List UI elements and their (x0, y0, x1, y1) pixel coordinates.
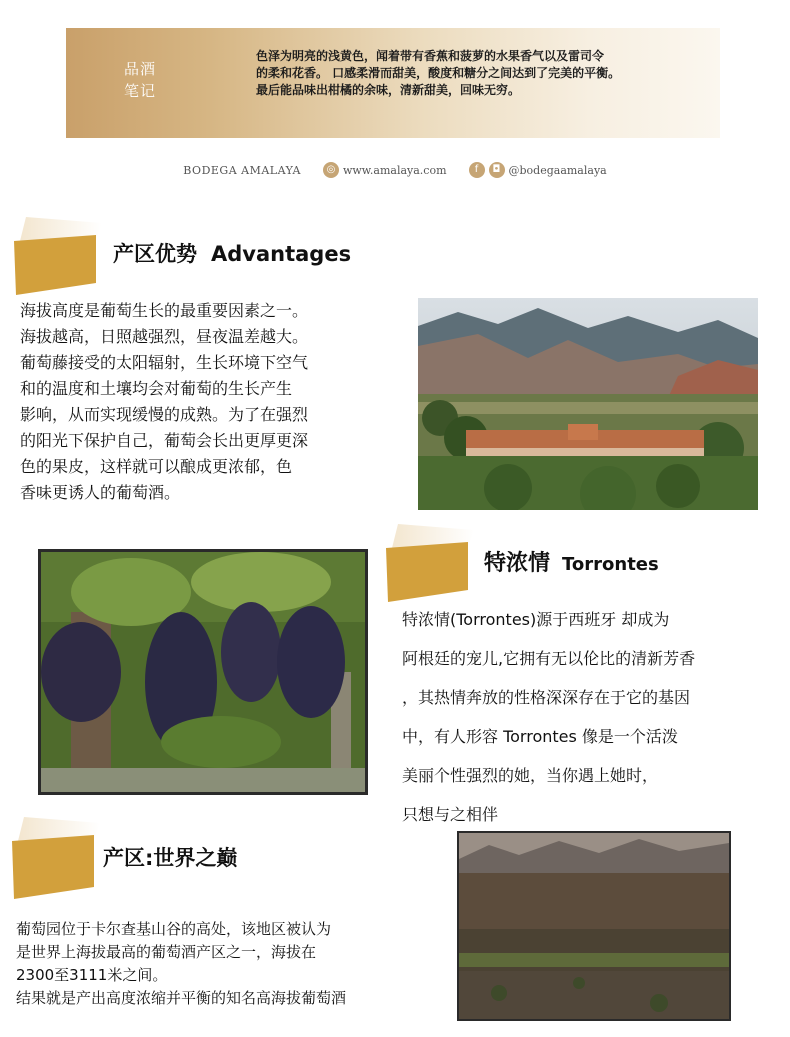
torrontes-line: 美丽个性强烈的她，当你遇上她时， (402, 766, 659, 785)
advantages-line: 海拔越高，日照越强烈，昼夜温差越大。 (20, 327, 309, 346)
brand-name: BODEGA AMALAYA (183, 163, 301, 177)
winery-photo (418, 298, 758, 510)
tasting-label-line1: 品酒 (123, 60, 156, 78)
torrontes-line: 阿根廷的宠儿,它拥有无以伦比的清新芳香 (402, 649, 696, 668)
advantages-line: 和的温度和土壤均会对葡萄的生长产生 (20, 379, 293, 398)
torrontes-line: 中，有人形容 Torrontes 像是一个活泼 (402, 727, 678, 746)
torrontes-title-cn: 特浓情 (484, 551, 551, 576)
instagram-icon[interactable]: ◘ (489, 162, 505, 178)
tasting-notes-banner (66, 28, 720, 138)
torrontes-line: 只想与之相伴 (402, 805, 499, 824)
valley-photo (457, 831, 731, 1021)
tasting-line: 的柔和花香。 口感柔滑而甜美，酸度和糖分之间达到了完美的平衡。 (256, 66, 621, 80)
region-title: 产区:世界之巅 (103, 846, 238, 870)
section-flag-icon (10, 815, 106, 899)
grapes-photo (38, 549, 368, 795)
advantages-line: 影响，从而实现缓慢的成熟。为了在强烈 (20, 405, 309, 424)
facebook-icon[interactable]: f (469, 162, 485, 178)
tasting-line: 最后能品味出柑橘的余味，清新甜美，回味无穷。 (256, 83, 521, 97)
advantages-line: 葡萄藤接受的太阳辐射，生长环境下空气 (20, 353, 309, 372)
advantages-line: 色的果皮，这样就可以酿成更浓郁，色 (20, 457, 293, 476)
advantages-title (113, 238, 351, 268)
torrontes-line: ，其热情奔放的性格深深存在于它的基因 (402, 688, 691, 707)
torrontes-title (484, 546, 659, 577)
brand-bar (0, 158, 790, 182)
globe-icon: ◎ (323, 162, 339, 178)
advantages-title-en: Advantages (211, 242, 352, 266)
advantages-line: 香味更诱人的葡萄酒。 (20, 483, 181, 502)
website-link[interactable]: www.amalaya.com (342, 163, 447, 177)
advantages-title-cn: 产区优势 (113, 242, 197, 266)
section-flag-icon (12, 215, 108, 295)
tasting-label-line2: 笔记 (123, 82, 156, 100)
advantages-line: 海拔高度是葡萄生长的最重要因素之一。 (20, 301, 309, 320)
region-line: 结果就是产出高度浓缩并平衡的知名高海拔葡萄酒 (16, 989, 347, 1007)
tasting-notes-text (256, 48, 711, 99)
torrontes-title-en: Torrontes (562, 554, 659, 575)
social-handle[interactable]: @bodegaamalaya (508, 163, 607, 177)
advantages-line: 的阳光下保护自己，葡萄会长出更厚更深 (20, 431, 309, 450)
torrontes-line: 特浓情(Torrontes)源于西班牙 却成为 (402, 610, 670, 629)
advantages-paragraph (20, 298, 400, 506)
region-paragraph (16, 918, 456, 1010)
region-line: 2300至3111米之间。 (16, 966, 168, 984)
region-line: 葡萄园位于卡尔查基山谷的高处，该地区被认为 (16, 920, 332, 938)
torrontes-paragraph (402, 600, 782, 834)
tasting-notes-label (114, 58, 166, 102)
tasting-line: 色泽为明亮的浅黄色，闻着带有香蕉和菠萝的水果香气以及雷司令 (256, 49, 605, 63)
region-line: 是世界上海拔最高的葡萄酒产区之一，海拔在 (16, 943, 317, 961)
section-flag-icon (384, 522, 480, 602)
